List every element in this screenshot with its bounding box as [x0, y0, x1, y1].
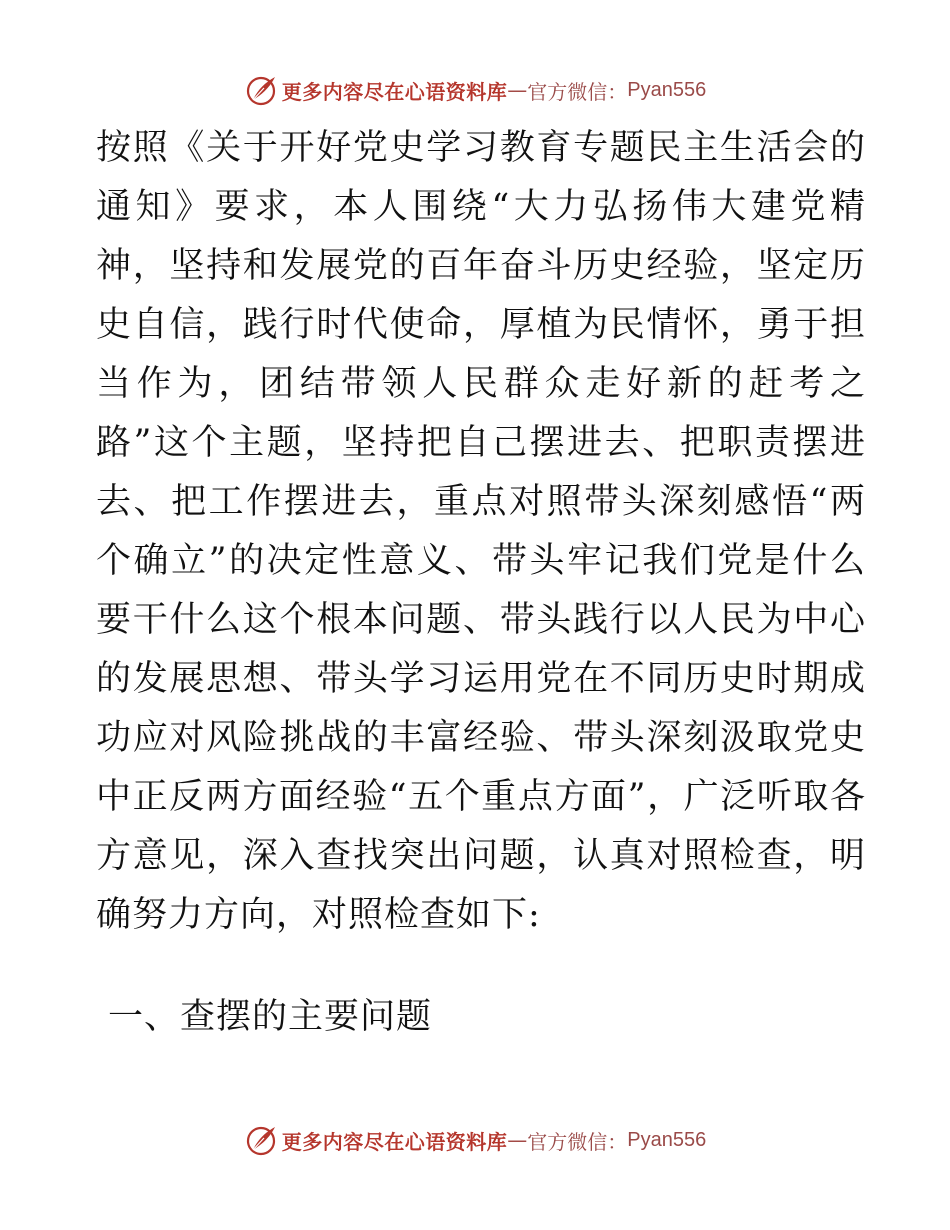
watermark-contact-prefix: 官方微信： — [527, 79, 628, 104]
watermark-footer — [0, 1118, 950, 1162]
body-paragraph: 按照《关于开好党史学习教育专题民主生活会的通知》要求，本人围绕“大力弘扬伟大建党精神，坚持和发展党的百年奋斗历史经验，坚定历史自信，践行时代使命，厚植为民情怀，勇于担当作为，团结带领人民群众走好新的赶考之路”这个主题，坚持把自己摆进去、把职责摆进去、把工作摆进去，重点对照带头深刻感悟“两个确立”的决定性意义、带头牢记我们党是什么要干什么这个根本问题、带头践行以人民为中心的发展思想、带头学习运用党在不同历史时期成功应对风险挑战的丰富经验、带头深刻汲取党史中正反两方面经验“五个重点方面”，广泛听取各方意见，深入查找突出问题，认真对照检查，明确努力方向，对照检查如下: — [96, 128, 866, 935]
document-body — [96, 119, 866, 1047]
watermark-contact-prefix: 官方微信： — [527, 1129, 628, 1154]
watermark-header — [0, 68, 950, 112]
watermark-brand: 更多内容尽在心语资料库 — [281, 79, 508, 104]
section-heading: 一、查摆的主要问题 — [108, 997, 433, 1037]
feather-pen-icon — [244, 1123, 278, 1157]
watermark-brand: 更多内容尽在心语资料库 — [281, 1129, 508, 1154]
watermark-dash: — — [507, 1128, 528, 1152]
watermark-contact-id: Pyan556 — [627, 78, 707, 101]
watermark-dash: — — [507, 78, 528, 102]
feather-pen-icon — [244, 73, 278, 107]
watermark-contact-id: Pyan556 — [627, 1128, 707, 1151]
